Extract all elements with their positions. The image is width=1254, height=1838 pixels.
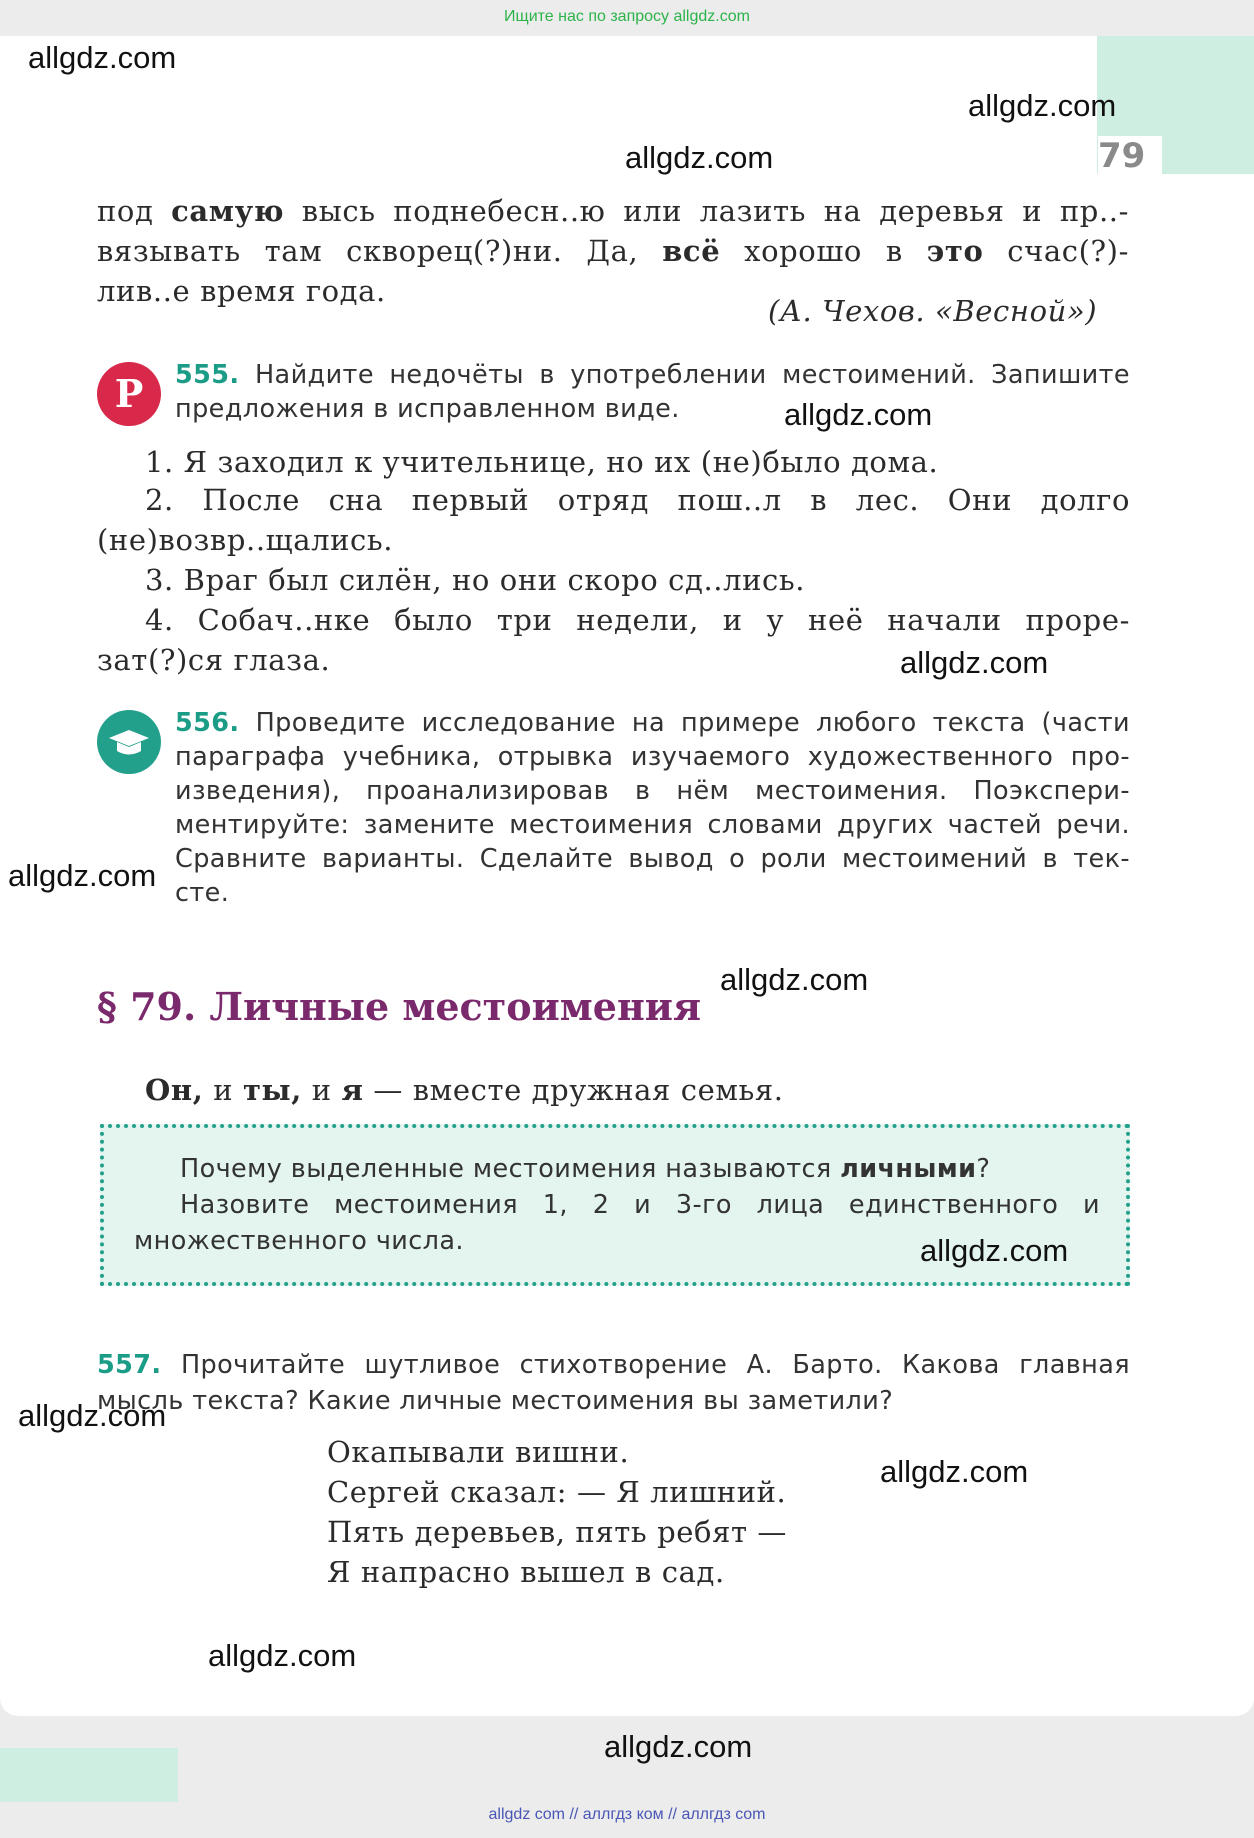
poem-line-4: Я напрасно вышел в сад.	[327, 1555, 725, 1589]
graduation-cap-icon	[97, 710, 161, 774]
watermark: allgdz.com	[8, 858, 157, 893]
section-epigraph: Он, и ты, и я — вместе дружная семья.	[145, 1073, 784, 1107]
watermark: allgdz.com	[900, 645, 1049, 680]
watermark: allgdz.com	[968, 88, 1117, 123]
bottom-page-tab	[0, 1748, 178, 1802]
exercise-556-line-3: изведения), проанализировав в нём местоимения. Поэкспери-	[175, 776, 1130, 806]
footer-links: allgdz com // аллгдз ком // аллгдз com	[488, 1806, 766, 1823]
exercise-number: 557.	[97, 1350, 162, 1380]
exercise-556-line-6: сте.	[175, 878, 230, 908]
poem-line-3: Пять деревьев, пять ребят —	[327, 1515, 788, 1549]
watermark: allgdz.com	[784, 397, 933, 432]
question-line-1: Почему выделенные местоимения называются личными?	[180, 1154, 991, 1184]
practice-badge	[97, 362, 161, 426]
poem-line-2: Сергей сказал: — Я лишний.	[327, 1475, 787, 1509]
exercise-556-line-1: 556. Проведите исследование на примере любого текста (части	[175, 708, 1130, 738]
excerpt-line-1: под самую высь поднебесн..ю или лазить на деревья и пр..-	[97, 194, 1130, 228]
sentence-2: 2. После сна первый отряд пош..л в лес. Они долго	[145, 483, 1130, 517]
exercise-556-line-4: ментируйте: замените местоимения словами других частей речи.	[175, 810, 1130, 840]
excerpt-line-2: вязывать там скворец(?)ни. Да, всё хорошо в это счас(?)-	[97, 234, 1129, 268]
exercise-557-line-2: мысль текста? Какие личные местоимения вы заметили?	[97, 1386, 894, 1416]
exercise-555-line-2: предложения в исправленном виде.	[175, 394, 680, 424]
sentence-2-cont: (не)возвр..щались.	[97, 523, 394, 557]
section-title: § 79. Личные местоимения	[97, 984, 702, 1029]
watermark: allgdz.com	[208, 1638, 357, 1673]
search-hint-bar: Ищите нас по запросу allgdz.com	[504, 8, 750, 25]
excerpt-line-3: лив..е время года.	[97, 274, 386, 308]
exercise-556-line-2: параграфа учебника, отрывка изучаемого художественного про-	[175, 742, 1130, 772]
sentence-3: 3. Враг был силён, но они скоро сд..лись.	[145, 563, 806, 597]
exercise-557-line-1: 557. Прочитайте шутливое стихотворение А. Барто. Какова главная	[97, 1350, 1130, 1380]
textbook-page	[0, 36, 1254, 1716]
sentence-1: 1. Я заходил к учительнице, но их (не)было дома.	[145, 445, 939, 479]
question-line-2: Назовите местоимения 1, 2 и 3-го лица единственного и	[180, 1190, 1100, 1220]
watermark: allgdz.com	[28, 40, 177, 75]
research-badge	[97, 710, 161, 774]
exercise-556-line-5: Сравните варианты. Сделайте вывод о роли местоимений в тек-	[175, 844, 1130, 874]
exercise-number: 556.	[175, 708, 240, 738]
page-number-box	[1098, 136, 1162, 186]
watermark: allgdz.com	[720, 962, 869, 997]
exercise-number: 555.	[175, 360, 240, 390]
practice-badge-letter: Р	[114, 371, 144, 416]
sentence-4-cont: зат(?)ся глаза.	[97, 643, 331, 677]
exercise-555-line-1: 555. Найдите недочёты в употреблении местоимений. Запишите	[175, 360, 1130, 390]
poem-line-1: Окапывали вишни.	[327, 1435, 630, 1469]
watermark: allgdz.com	[920, 1233, 1069, 1268]
watermark: allgdz.com	[18, 1398, 167, 1433]
page-number: 79	[1098, 136, 1146, 176]
excerpt-source: (А. Чехов. «Весной»)	[768, 294, 1098, 328]
watermark: allgdz.com	[880, 1454, 1029, 1489]
watermark: allgdz.com	[625, 140, 774, 175]
sentence-4: 4. Собач..нке было три недели, и у неё начали проре-	[145, 603, 1130, 637]
watermark: allgdz.com	[604, 1729, 753, 1764]
question-line-3: множественного числа.	[134, 1226, 464, 1256]
